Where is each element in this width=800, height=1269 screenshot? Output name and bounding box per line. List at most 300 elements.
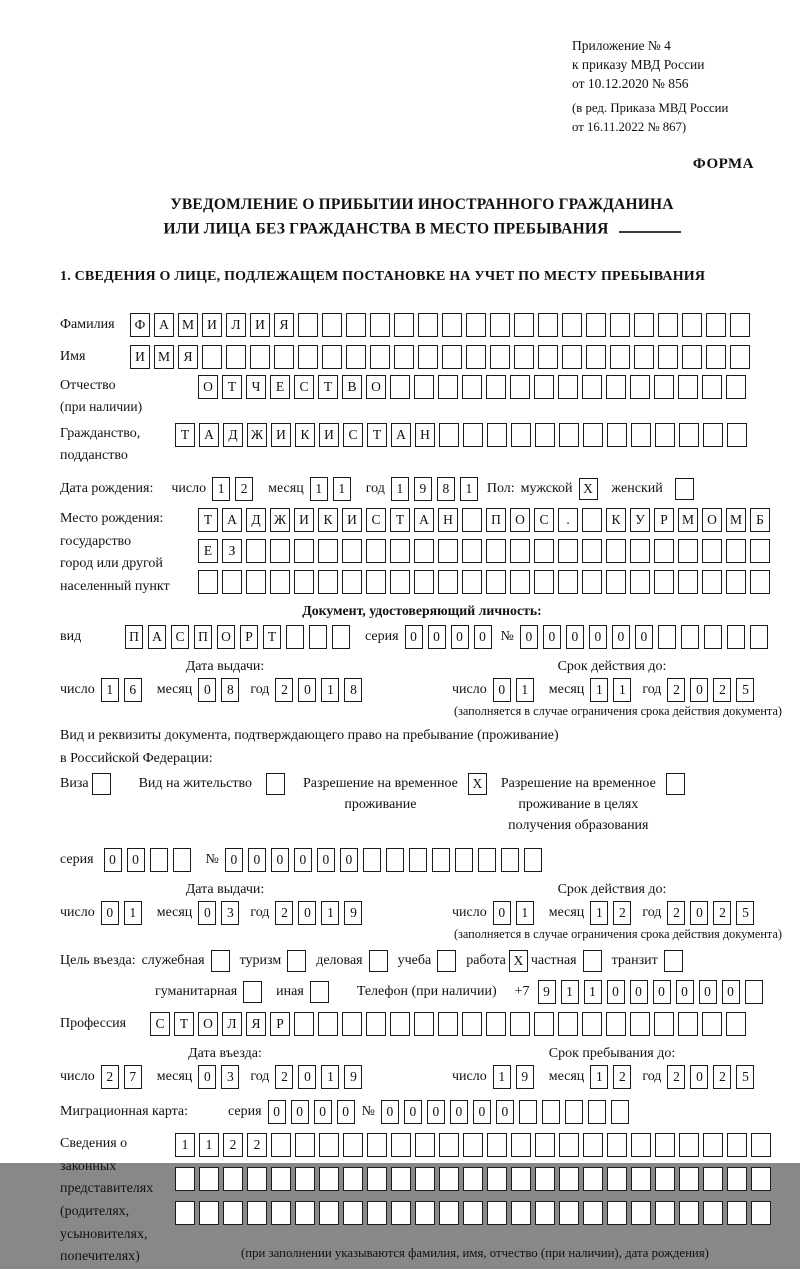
char-cell[interactable] [486,375,506,399]
char-cell[interactable]: И [342,508,362,532]
char-cell[interactable] [466,345,486,369]
char-cell[interactable]: 0 [317,848,335,872]
char-cell[interactable]: 0 [630,980,648,1004]
char-cell[interactable]: 1 [391,477,409,501]
char-cell[interactable] [679,1201,699,1225]
char-cell[interactable] [519,1100,537,1124]
char-cell[interactable]: Т [198,508,218,532]
char-cell[interactable] [582,508,602,532]
char-cell[interactable] [583,1167,603,1191]
char-cell[interactable] [418,345,438,369]
char-cell[interactable]: И [130,345,150,369]
char-cell[interactable] [486,570,506,594]
purpose-tourism-checkbox[interactable] [287,950,306,972]
char-cell[interactable]: 2 [247,1133,267,1157]
char-cell[interactable] [558,375,578,399]
char-cell[interactable]: 1 [101,678,119,702]
char-cell[interactable]: Т [390,508,410,532]
char-cell[interactable] [294,1012,314,1036]
char-cell[interactable] [222,570,242,594]
char-cell[interactable]: 1 [124,901,142,925]
char-cell[interactable]: 1 [321,901,339,925]
char-cell[interactable] [438,570,458,594]
char-cell[interactable] [678,1012,698,1036]
char-cell[interactable] [751,1167,771,1191]
char-cell[interactable]: 3 [221,1065,239,1089]
char-cell[interactable] [199,1167,219,1191]
char-cell[interactable] [654,539,674,563]
char-cell[interactable] [439,1201,459,1225]
char-cell[interactable]: 0 [607,980,625,1004]
char-cell[interactable]: 0 [405,625,423,649]
char-cell[interactable] [343,1167,363,1191]
char-cell[interactable] [486,539,506,563]
char-cell[interactable]: О [217,625,235,649]
char-cell[interactable] [462,1012,482,1036]
char-cell[interactable]: 0 [381,1100,399,1124]
char-cell[interactable] [510,539,530,563]
char-cell[interactable]: М [678,508,698,532]
char-cell[interactable]: 0 [298,678,316,702]
char-cell[interactable]: Т [174,1012,194,1036]
char-cell[interactable]: Я [274,313,294,337]
char-cell[interactable] [318,1012,338,1036]
char-cell[interactable]: 3 [221,901,239,925]
char-cell[interactable] [223,1201,243,1225]
char-cell[interactable] [558,570,578,594]
char-cell[interactable] [270,570,290,594]
char-cell[interactable] [418,313,438,337]
char-cell[interactable] [318,570,338,594]
char-cell[interactable] [655,1133,675,1157]
char-cell[interactable] [558,1012,578,1036]
char-cell[interactable] [562,313,582,337]
char-cell[interactable] [630,1012,650,1036]
char-cell[interactable]: 0 [690,678,708,702]
char-cell[interactable] [175,1201,195,1225]
char-cell[interactable]: 1 [212,477,230,501]
char-cell[interactable] [751,1201,771,1225]
char-cell[interactable] [538,345,558,369]
male-checkbox[interactable]: X [579,478,598,500]
char-cell[interactable] [750,570,770,594]
char-cell[interactable]: 1 [516,678,534,702]
char-cell[interactable] [294,539,314,563]
char-cell[interactable] [535,1133,555,1157]
char-cell[interactable] [199,1201,219,1225]
char-cell[interactable] [511,1133,531,1157]
char-cell[interactable] [510,1012,530,1036]
char-cell[interactable] [342,570,362,594]
char-cell[interactable]: О [510,508,530,532]
char-cell[interactable]: 0 [198,678,216,702]
char-cell[interactable] [607,423,627,447]
char-cell[interactable]: Я [178,345,198,369]
char-cell[interactable] [582,375,602,399]
char-cell[interactable]: 0 [635,625,653,649]
char-cell[interactable] [679,1133,699,1157]
purpose-private-checkbox[interactable] [583,950,602,972]
residence-permit-checkbox[interactable] [266,773,285,795]
char-cell[interactable]: 0 [298,901,316,925]
char-cell[interactable] [366,570,386,594]
char-cell[interactable] [487,1167,507,1191]
char-cell[interactable] [610,313,630,337]
char-cell[interactable]: Д [246,508,266,532]
char-cell[interactable] [270,539,290,563]
char-cell[interactable] [462,570,482,594]
char-cell[interactable]: Н [438,508,458,532]
char-cell[interactable] [462,539,482,563]
char-cell[interactable] [511,1167,531,1191]
char-cell[interactable] [750,539,770,563]
char-cell[interactable]: И [202,313,222,337]
char-cell[interactable] [439,1133,459,1157]
char-cell[interactable] [654,1012,674,1036]
char-cell[interactable]: 2 [275,901,293,925]
char-cell[interactable] [442,345,462,369]
char-cell[interactable] [658,313,678,337]
char-cell[interactable] [558,539,578,563]
char-cell[interactable] [655,423,675,447]
char-cell[interactable]: 1 [590,1065,608,1089]
char-cell[interactable]: 1 [590,901,608,925]
char-cell[interactable] [631,1133,651,1157]
char-cell[interactable] [511,1201,531,1225]
char-cell[interactable]: 0 [589,625,607,649]
char-cell[interactable] [478,848,496,872]
char-cell[interactable]: 9 [344,1065,362,1089]
char-cell[interactable] [463,1133,483,1157]
char-cell[interactable] [631,423,651,447]
char-cell[interactable] [319,1201,339,1225]
char-cell[interactable]: 9 [414,477,432,501]
purpose-transit-checkbox[interactable] [664,950,683,972]
char-cell[interactable]: К [606,508,626,532]
char-cell[interactable] [583,1133,603,1157]
char-cell[interactable]: 0 [653,980,671,1004]
char-cell[interactable] [175,1167,195,1191]
char-cell[interactable] [745,980,763,1004]
char-cell[interactable] [535,423,555,447]
char-cell[interactable] [583,1201,603,1225]
temp-residence-checkbox[interactable]: X [468,773,487,795]
char-cell[interactable]: . [558,508,578,532]
char-cell[interactable]: 0 [225,848,243,872]
char-cell[interactable] [390,1012,410,1036]
char-cell[interactable] [322,313,342,337]
char-cell[interactable]: 1 [321,1065,339,1089]
char-cell[interactable]: 1 [493,1065,511,1089]
char-cell[interactable] [510,375,530,399]
female-checkbox[interactable] [675,478,694,500]
char-cell[interactable]: С [171,625,189,649]
char-cell[interactable] [366,1012,386,1036]
char-cell[interactable] [727,1133,747,1157]
char-cell[interactable] [631,1201,651,1225]
char-cell[interactable]: 0 [543,625,561,649]
char-cell[interactable]: 1 [175,1133,195,1157]
char-cell[interactable] [726,1012,746,1036]
char-cell[interactable]: 0 [473,1100,491,1124]
char-cell[interactable] [610,345,630,369]
char-cell[interactable]: 5 [736,1065,754,1089]
char-cell[interactable] [559,1201,579,1225]
char-cell[interactable]: С [294,375,314,399]
char-cell[interactable] [682,313,702,337]
char-cell[interactable] [606,1012,626,1036]
char-cell[interactable]: Я [246,1012,266,1036]
char-cell[interactable] [702,539,722,563]
char-cell[interactable] [679,1167,699,1191]
char-cell[interactable]: 1 [590,678,608,702]
char-cell[interactable] [391,1133,411,1157]
purpose-humanitarian-checkbox[interactable] [243,981,262,1003]
char-cell[interactable] [524,848,542,872]
purpose-study-checkbox[interactable] [437,950,456,972]
char-cell[interactable] [487,423,507,447]
char-cell[interactable] [702,570,722,594]
char-cell[interactable] [274,345,294,369]
char-cell[interactable] [559,1167,579,1191]
char-cell[interactable] [726,570,746,594]
char-cell[interactable]: 2 [235,477,253,501]
char-cell[interactable] [511,423,531,447]
char-cell[interactable] [250,345,270,369]
char-cell[interactable] [535,1201,555,1225]
char-cell[interactable]: А [148,625,166,649]
char-cell[interactable]: Ф [130,313,150,337]
char-cell[interactable]: П [125,625,143,649]
char-cell[interactable] [607,1133,627,1157]
char-cell[interactable] [415,1133,435,1157]
char-cell[interactable] [606,375,626,399]
char-cell[interactable] [322,345,342,369]
char-cell[interactable]: 0 [198,901,216,925]
char-cell[interactable]: 8 [344,678,362,702]
char-cell[interactable]: 1 [516,901,534,925]
char-cell[interactable] [510,570,530,594]
char-cell[interactable] [415,1201,435,1225]
char-cell[interactable] [727,1201,747,1225]
char-cell[interactable]: 0 [428,625,446,649]
char-cell[interactable] [439,1167,459,1191]
char-cell[interactable] [655,1167,675,1191]
char-cell[interactable]: Т [367,423,387,447]
char-cell[interactable]: 0 [474,625,492,649]
char-cell[interactable]: 6 [124,678,142,702]
char-cell[interactable]: 1 [199,1133,219,1157]
char-cell[interactable] [583,423,603,447]
char-cell[interactable] [634,345,654,369]
char-cell[interactable] [343,1201,363,1225]
char-cell[interactable] [582,1012,602,1036]
char-cell[interactable] [463,1201,483,1225]
char-cell[interactable]: П [486,508,506,532]
char-cell[interactable]: К [295,423,315,447]
char-cell[interactable] [727,625,745,649]
char-cell[interactable] [486,1012,506,1036]
char-cell[interactable] [751,1133,771,1157]
char-cell[interactable]: 0 [104,848,122,872]
char-cell[interactable]: 2 [223,1133,243,1157]
char-cell[interactable]: С [343,423,363,447]
char-cell[interactable]: А [199,423,219,447]
char-cell[interactable] [455,848,473,872]
char-cell[interactable] [414,375,434,399]
char-cell[interactable]: 0 [101,901,119,925]
char-cell[interactable]: 0 [337,1100,355,1124]
char-cell[interactable] [514,345,534,369]
char-cell[interactable] [679,423,699,447]
char-cell[interactable] [678,375,698,399]
char-cell[interactable] [535,1167,555,1191]
char-cell[interactable] [654,570,674,594]
char-cell[interactable]: 0 [676,980,694,1004]
char-cell[interactable] [607,1201,627,1225]
char-cell[interactable]: П [194,625,212,649]
char-cell[interactable]: 0 [268,1100,286,1124]
char-cell[interactable]: 2 [275,1065,293,1089]
char-cell[interactable] [538,313,558,337]
char-cell[interactable] [634,313,654,337]
char-cell[interactable] [582,539,602,563]
char-cell[interactable] [487,1201,507,1225]
char-cell[interactable]: У [630,508,650,532]
char-cell[interactable]: А [414,508,434,532]
char-cell[interactable] [658,625,676,649]
char-cell[interactable]: 2 [713,678,731,702]
char-cell[interactable] [415,1167,435,1191]
char-cell[interactable] [654,375,674,399]
char-cell[interactable]: А [391,423,411,447]
char-cell[interactable] [342,539,362,563]
char-cell[interactable]: 2 [667,678,685,702]
char-cell[interactable]: 1 [584,980,602,1004]
char-cell[interactable]: 0 [451,625,469,649]
char-cell[interactable] [630,375,650,399]
char-cell[interactable] [534,539,554,563]
char-cell[interactable] [534,1012,554,1036]
char-cell[interactable] [681,625,699,649]
char-cell[interactable] [462,375,482,399]
char-cell[interactable]: 0 [291,1100,309,1124]
char-cell[interactable]: 7 [124,1065,142,1089]
char-cell[interactable] [462,508,482,532]
char-cell[interactable]: 0 [690,1065,708,1089]
char-cell[interactable] [198,570,218,594]
char-cell[interactable] [414,539,434,563]
char-cell[interactable]: 1 [310,477,328,501]
char-cell[interactable]: 2 [275,678,293,702]
char-cell[interactable]: 0 [198,1065,216,1089]
char-cell[interactable]: Д [223,423,243,447]
char-cell[interactable] [271,1167,291,1191]
char-cell[interactable]: И [271,423,291,447]
char-cell[interactable]: М [154,345,174,369]
char-cell[interactable] [606,570,626,594]
char-cell[interactable]: С [150,1012,170,1036]
char-cell[interactable] [391,1167,411,1191]
char-cell[interactable]: А [154,313,174,337]
char-cell[interactable]: Ч [246,375,266,399]
char-cell[interactable]: 0 [314,1100,332,1124]
char-cell[interactable]: В [342,375,362,399]
char-cell[interactable] [346,345,366,369]
purpose-business-checkbox[interactable] [369,950,388,972]
char-cell[interactable] [703,423,723,447]
char-cell[interactable] [363,848,381,872]
char-cell[interactable] [582,570,602,594]
char-cell[interactable] [490,345,510,369]
char-cell[interactable]: 5 [736,901,754,925]
char-cell[interactable]: 0 [248,848,266,872]
char-cell[interactable] [286,625,304,649]
char-cell[interactable] [630,570,650,594]
char-cell[interactable]: З [222,539,242,563]
char-cell[interactable] [432,848,450,872]
char-cell[interactable] [223,1167,243,1191]
char-cell[interactable]: Р [270,1012,290,1036]
char-cell[interactable]: И [294,508,314,532]
char-cell[interactable] [370,313,390,337]
char-cell[interactable] [703,1133,723,1157]
char-cell[interactable] [391,1201,411,1225]
char-cell[interactable]: 0 [566,625,584,649]
char-cell[interactable] [394,313,414,337]
char-cell[interactable] [463,423,483,447]
char-cell[interactable] [346,313,366,337]
char-cell[interactable]: С [366,508,386,532]
char-cell[interactable] [367,1167,387,1191]
char-cell[interactable]: К [318,508,338,532]
char-cell[interactable]: 0 [427,1100,445,1124]
char-cell[interactable]: О [702,508,722,532]
char-cell[interactable]: 2 [713,901,731,925]
char-cell[interactable] [294,570,314,594]
char-cell[interactable]: Р [240,625,258,649]
char-cell[interactable] [271,1201,291,1225]
char-cell[interactable]: Р [654,508,674,532]
char-cell[interactable]: Т [222,375,242,399]
char-cell[interactable]: 2 [667,1065,685,1089]
char-cell[interactable]: 0 [271,848,289,872]
char-cell[interactable] [606,539,626,563]
char-cell[interactable] [414,1012,434,1036]
char-cell[interactable] [247,1167,267,1191]
char-cell[interactable] [726,539,746,563]
char-cell[interactable] [463,1167,483,1191]
char-cell[interactable] [682,345,702,369]
char-cell[interactable] [542,1100,560,1124]
char-cell[interactable]: 0 [612,625,630,649]
char-cell[interactable]: Л [222,1012,242,1036]
char-cell[interactable]: И [250,313,270,337]
char-cell[interactable] [386,848,404,872]
char-cell[interactable]: О [198,375,218,399]
char-cell[interactable] [534,375,554,399]
char-cell[interactable]: О [366,375,386,399]
char-cell[interactable]: 0 [404,1100,422,1124]
temp-residence-edu-checkbox[interactable] [666,773,685,795]
char-cell[interactable]: 8 [437,477,455,501]
char-cell[interactable] [487,1133,507,1157]
char-cell[interactable] [246,539,266,563]
char-cell[interactable]: 2 [613,901,631,925]
char-cell[interactable] [394,345,414,369]
char-cell[interactable]: 0 [496,1100,514,1124]
char-cell[interactable]: 9 [538,980,556,1004]
